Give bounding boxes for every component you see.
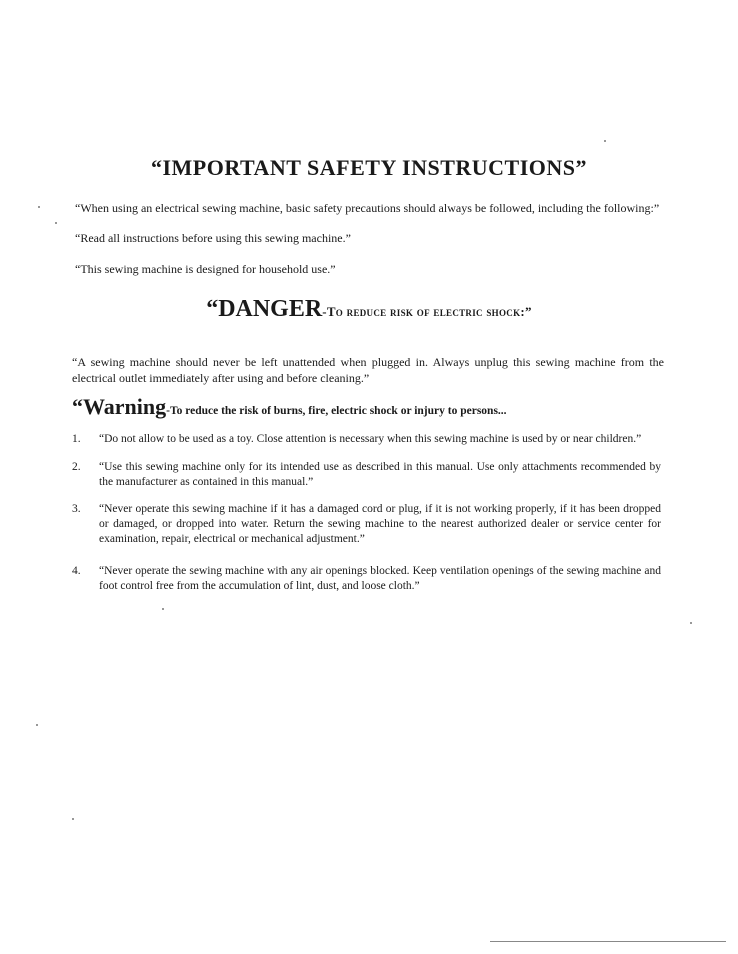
warning-heading-word: “Warning [72,394,167,419]
danger-paragraph: “A sewing machine should never be left unattended when plugged in. Always unplug this sewing machine from the electrical outlet immediately after using and before cleaning.” [72,355,664,385]
warning-heading-rest: -To reduce the risk of burns, fire, electric shock or injury to persons... [166,405,507,417]
page-title: “IMPORTANT SAFETY INSTRUCTIONS” [150,155,588,180]
scan-speck [36,724,38,726]
intro-line-household: “This sewing machine is designed for household use.” [75,262,336,276]
warning-item-number: 4. [72,565,81,577]
danger-heading-word: “DANGER [206,296,323,322]
warning-item-number: 2. [72,461,81,473]
warning-item-text: “Use this sewing machine only for its intended use as described in this manual. Use only attachments recommended by the manufacturer as contained in this manual.” [99,461,661,488]
warning-item-text: “Never operate the sewing machine with any air openings blocked. Keep ventilation openings of the sewing machine and foot control free from the accumulation of lint, dust, and loose cloth.” [99,565,661,592]
scan-speck [55,222,57,224]
danger-heading-rest: -To reduce risk of electric shock:” [322,304,532,319]
warning-item-number: 3. [72,503,81,515]
scan-speck [72,818,74,820]
warning-item-text: “Do not allow to be used as a toy. Close attention is necessary when this sewing machine is used by or near children.” [99,433,642,445]
intro-line-usage: “When using an electrical sewing machine, basic safety precautions should always be followed, including the following:” [75,201,660,215]
scan-speck [38,206,40,208]
intro-line-read: “Read all instructions before using this sewing machine.” [75,231,351,245]
footer-rule [490,941,726,942]
warning-heading [72,394,672,420]
warning-item-text: “Never operate this sewing machine if it has a damaged cord or plug, if it is not working properly, if it has been dropped or damaged, or dropped into water. Return the sewing machine to the nearest authorized dealer or service center for examination, repair, electrical or mechanical adjustment.” [99,503,661,545]
scan-speck [604,140,606,142]
scan-speck [690,622,692,624]
scan-speck [162,608,164,610]
warning-item-number: 1. [72,433,81,445]
danger-heading [0,296,738,323]
